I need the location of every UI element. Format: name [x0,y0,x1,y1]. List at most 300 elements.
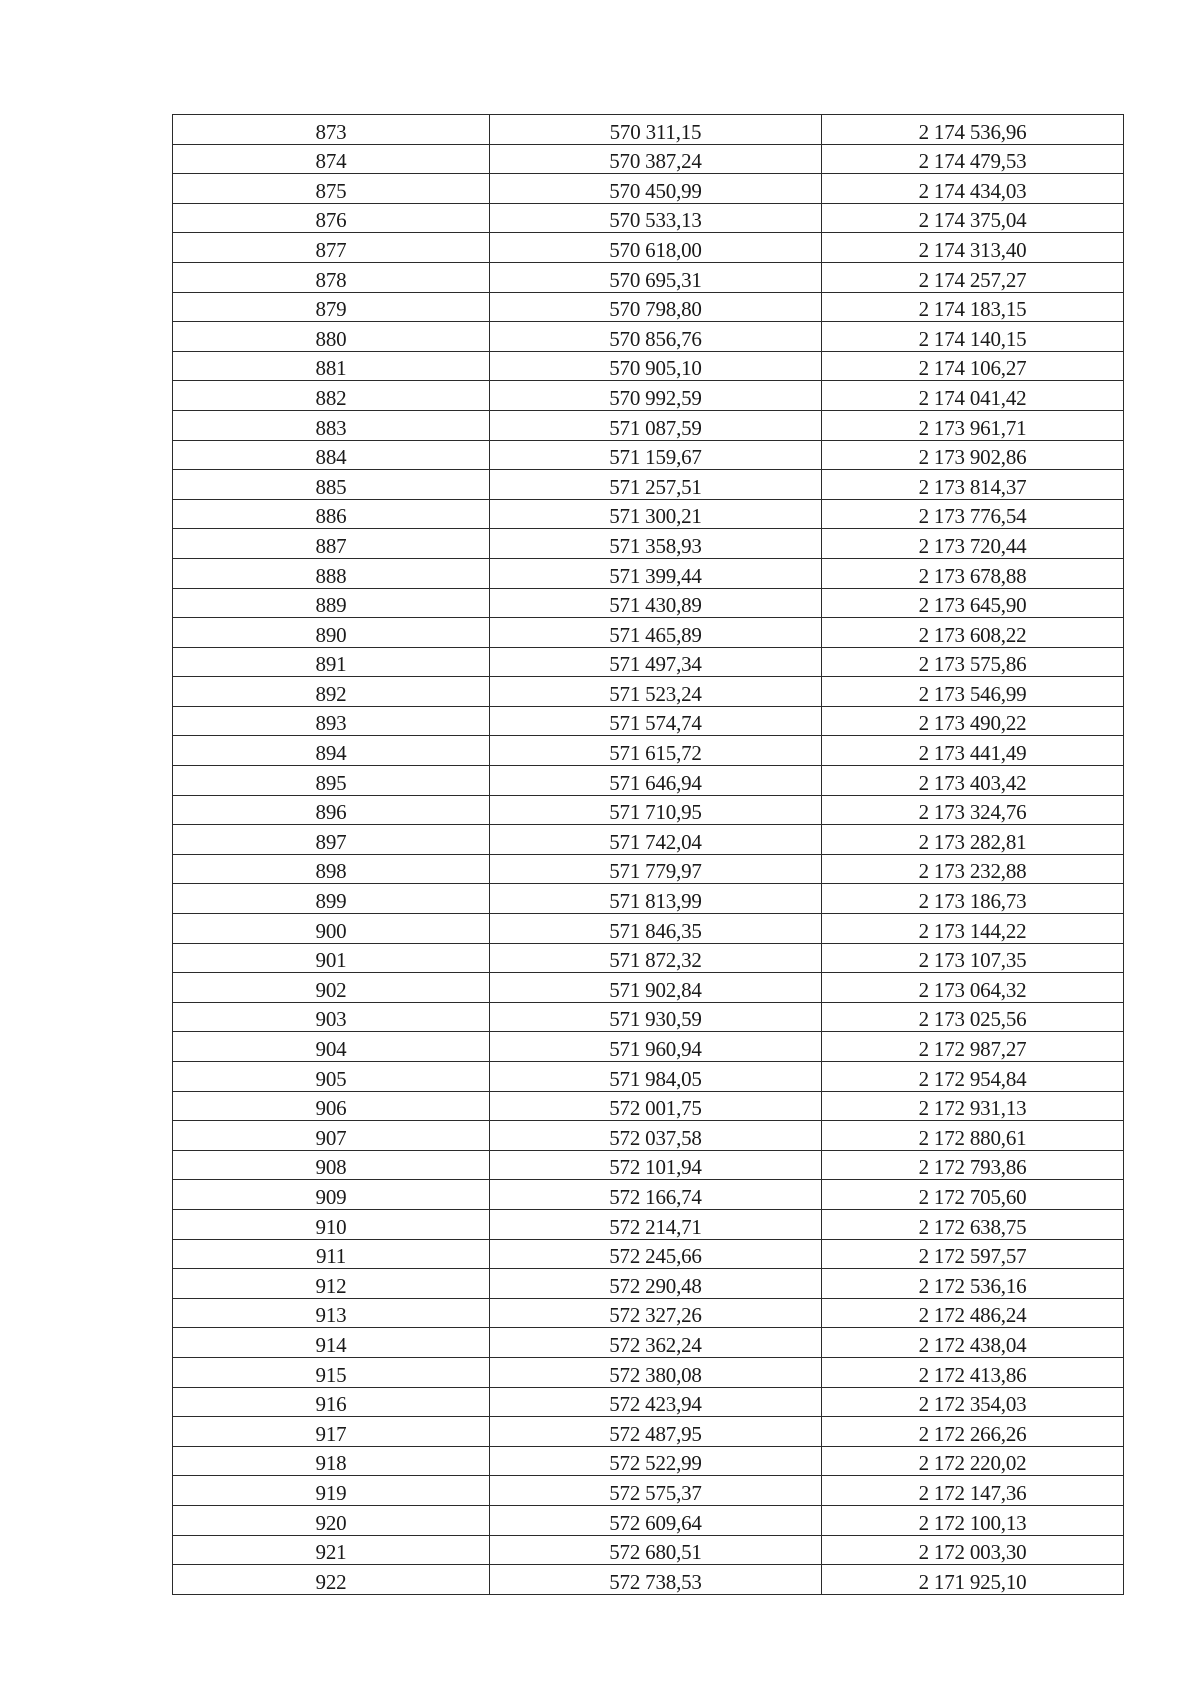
x-coordinate-cell [490,1476,822,1506]
y-coordinate-cell-text: 2 173 064,32 [918,977,1027,1002]
y-coordinate-cell-text: 2 172 705,60 [918,1184,1027,1209]
y-coordinate-cell [822,381,1124,411]
point-number-cell [173,1387,490,1417]
point-number-cell [173,1357,490,1387]
table-row [173,1121,1124,1151]
y-coordinate-cell [822,410,1124,440]
x-coordinate-cell [490,825,822,855]
point-number-cell-text: 905 [315,1066,347,1091]
point-number-cell-text: 921 [315,1540,347,1565]
point-number-cell-text: 896 [315,800,347,825]
point-number-cell [173,1446,490,1476]
x-coordinate-cell [490,706,822,736]
y-coordinate-cell [822,558,1124,588]
x-coordinate-cell-text: 571 257,51 [609,474,702,499]
x-coordinate-cell [490,322,822,352]
point-number-cell-text: 881 [315,356,347,381]
table-row [173,1328,1124,1358]
point-number-cell-text: 892 [315,681,347,706]
y-coordinate-cell-text: 2 174 106,27 [918,356,1027,381]
y-coordinate-cell-text: 2 174 140,15 [918,326,1027,351]
table-row [173,410,1124,440]
x-coordinate-cell [490,795,822,825]
x-coordinate-cell-text: 571 742,04 [609,829,702,854]
x-coordinate-cell-text: 570 905,10 [609,356,702,381]
table-row [173,1505,1124,1535]
point-number-cell [173,1535,490,1565]
y-coordinate-cell [822,1505,1124,1535]
x-coordinate-cell [490,1002,822,1032]
x-coordinate-cell-text: 571 813,99 [609,889,702,914]
y-coordinate-cell [822,1328,1124,1358]
x-coordinate-cell-text: 570 856,76 [609,326,702,351]
x-coordinate-cell [490,736,822,766]
table-row [173,115,1124,145]
y-coordinate-cell [822,825,1124,855]
y-coordinate-cell [822,470,1124,500]
x-coordinate-cell [490,470,822,500]
x-coordinate-cell [490,1535,822,1565]
x-coordinate-cell-text: 572 245,66 [609,1244,702,1269]
x-coordinate-cell [490,558,822,588]
x-coordinate-cell [490,174,822,204]
y-coordinate-cell-text: 2 173 575,86 [918,652,1027,677]
x-coordinate-cell-text: 571 930,59 [609,1007,702,1032]
point-number-cell-text: 907 [315,1125,347,1150]
point-number-cell [173,1298,490,1328]
x-coordinate-cell-text: 572 738,53 [609,1569,702,1594]
table-row [173,1298,1124,1328]
point-number-cell-text: 877 [315,237,347,262]
point-number-cell [173,1269,490,1299]
point-number-cell-text: 904 [315,1037,347,1061]
point-number-cell [173,322,490,352]
point-number-cell-text: 883 [315,415,347,440]
point-number-cell [173,706,490,736]
table-row [173,1476,1124,1506]
point-number-cell-text: 894 [315,741,347,766]
x-coordinate-cell [490,351,822,381]
y-coordinate-cell [822,1417,1124,1447]
y-coordinate-cell [822,1476,1124,1506]
point-number-cell [173,1328,490,1358]
y-coordinate-cell-text: 2 173 490,22 [918,711,1027,736]
x-coordinate-cell [490,1387,822,1417]
point-number-cell-text: 914 [315,1332,347,1357]
table-row [173,1357,1124,1387]
x-coordinate-cell [490,529,822,559]
x-coordinate-cell [490,1062,822,1092]
point-number-cell [173,973,490,1003]
x-coordinate-cell-text: 571 779,97 [609,859,702,884]
y-coordinate-cell [822,1180,1124,1210]
y-coordinate-cell-text: 2 172 100,13 [918,1510,1027,1535]
point-number-cell [173,795,490,825]
y-coordinate-cell-text: 2 173 282,81 [918,829,1027,854]
x-coordinate-cell-text: 571 523,24 [609,681,702,706]
point-number-cell-text: 888 [315,563,347,588]
point-number-cell [173,1002,490,1032]
x-coordinate-cell [490,381,822,411]
x-coordinate-cell-text: 572 575,37 [609,1480,702,1505]
y-coordinate-cell [822,795,1124,825]
y-coordinate-cell [822,1239,1124,1269]
y-coordinate-cell-text: 2 172 931,13 [918,1096,1027,1121]
y-coordinate-cell-text: 2 174 041,42 [918,385,1027,410]
point-number-cell-text: 878 [315,267,347,292]
point-number-cell [173,174,490,204]
y-coordinate-cell-text: 2 173 678,88 [918,563,1027,588]
x-coordinate-cell [490,292,822,322]
table-row [173,1002,1124,1032]
x-coordinate-cell [490,943,822,973]
y-coordinate-cell-text: 2 173 961,71 [918,415,1027,440]
x-coordinate-cell-text: 570 533,13 [609,208,702,233]
x-coordinate-cell-text: 571 872,32 [609,948,702,973]
y-coordinate-cell [822,914,1124,944]
table-row [173,1180,1124,1210]
x-coordinate-cell [490,1298,822,1328]
y-coordinate-cell [822,1446,1124,1476]
table-row [173,1209,1124,1239]
point-number-cell [173,647,490,677]
x-coordinate-cell-text: 571 984,05 [609,1066,702,1091]
x-coordinate-cell [490,1269,822,1299]
x-coordinate-cell-text: 571 430,89 [609,593,702,618]
table-row [173,973,1124,1003]
table-row [173,884,1124,914]
x-coordinate-cell-text: 572 037,58 [609,1125,702,1150]
point-number-cell-text: 906 [315,1096,347,1121]
point-number-cell [173,144,490,174]
table-row [173,766,1124,796]
point-number-cell [173,292,490,322]
point-number-cell-text: 909 [315,1184,347,1209]
x-coordinate-cell-text: 572 001,75 [609,1096,702,1121]
y-coordinate-cell-text: 2 173 546,99 [918,681,1027,706]
y-coordinate-cell-text: 2 172 880,61 [918,1125,1027,1150]
y-coordinate-cell [822,440,1124,470]
y-coordinate-cell [822,1062,1124,1092]
x-coordinate-cell [490,1121,822,1151]
y-coordinate-cell [822,1357,1124,1387]
table-row [173,736,1124,766]
point-number-cell [173,766,490,796]
point-number-cell-text: 875 [315,178,347,203]
y-coordinate-cell-text: 2 173 902,86 [918,445,1027,470]
point-number-cell-text: 908 [315,1155,347,1180]
point-number-cell [173,499,490,529]
y-coordinate-cell-text: 2 174 313,40 [918,237,1027,262]
y-coordinate-cell [822,233,1124,263]
x-coordinate-cell-text: 571 497,34 [609,652,702,677]
y-coordinate-cell [822,1269,1124,1299]
y-coordinate-cell [822,322,1124,352]
x-coordinate-cell-text: 571 300,21 [609,504,702,529]
x-coordinate-cell-text: 572 166,74 [609,1184,702,1209]
point-number-cell [173,1180,490,1210]
table-row [173,558,1124,588]
y-coordinate-cell [822,618,1124,648]
y-coordinate-cell-text: 2 173 144,22 [918,918,1027,943]
x-coordinate-cell [490,1239,822,1269]
y-coordinate-cell-text: 2 172 413,86 [918,1362,1027,1387]
x-coordinate-cell-text: 572 487,95 [609,1421,702,1446]
x-coordinate-cell-text: 571 574,74 [609,711,702,736]
y-coordinate-cell-text: 2 172 438,04 [918,1332,1027,1357]
x-coordinate-cell-text: 571 646,94 [609,770,702,795]
x-coordinate-cell-text: 570 387,24 [609,149,702,174]
point-number-cell [173,115,490,145]
y-coordinate-cell-text: 2 174 257,27 [918,267,1027,292]
x-coordinate-cell-text: 570 798,80 [609,297,702,322]
y-coordinate-cell-text: 2 173 232,88 [918,859,1027,884]
point-number-cell [173,1505,490,1535]
y-coordinate-cell-text: 2 173 107,35 [918,948,1027,973]
x-coordinate-cell [490,677,822,707]
y-coordinate-cell-text: 2 172 354,03 [918,1392,1027,1417]
x-coordinate-cell [490,499,822,529]
y-coordinate-cell [822,292,1124,322]
y-coordinate-cell [822,706,1124,736]
x-coordinate-cell-text: 572 380,08 [609,1362,702,1387]
point-number-cell-text: 900 [315,918,347,943]
point-number-cell [173,440,490,470]
y-coordinate-cell [822,1150,1124,1180]
y-coordinate-cell [822,1121,1124,1151]
x-coordinate-cell [490,410,822,440]
point-number-cell-text: 885 [315,474,347,499]
x-coordinate-cell-text: 570 450,99 [609,178,702,203]
y-coordinate-cell [822,677,1124,707]
y-coordinate-cell [822,1298,1124,1328]
y-coordinate-cell [822,499,1124,529]
y-coordinate-cell-text: 2 171 925,10 [918,1569,1027,1594]
point-number-cell-text: 920 [315,1510,347,1535]
x-coordinate-cell [490,618,822,648]
y-coordinate-cell-text: 2 174 434,03 [918,178,1027,203]
x-coordinate-cell-text: 572 609,64 [609,1510,702,1535]
point-number-cell [173,1239,490,1269]
y-coordinate-cell [822,351,1124,381]
y-coordinate-cell [822,115,1124,145]
table-row [173,1150,1124,1180]
point-number-cell-text: 873 [315,119,347,144]
x-coordinate-cell-text: 570 695,31 [609,267,702,292]
point-number-cell [173,529,490,559]
x-coordinate-cell-text: 571 710,95 [609,800,702,825]
y-coordinate-cell [822,647,1124,677]
table-row [173,1032,1124,1062]
table-row [173,233,1124,263]
y-coordinate-cell-text: 2 173 645,90 [918,593,1027,618]
x-coordinate-cell-text: 571 960,94 [609,1037,702,1061]
x-coordinate-cell [490,1417,822,1447]
y-coordinate-cell-text: 2 172 793,86 [918,1155,1027,1180]
y-coordinate-cell-text: 2 173 720,44 [918,533,1027,558]
y-coordinate-cell [822,854,1124,884]
x-coordinate-cell [490,1180,822,1210]
table-row [173,351,1124,381]
table-row [173,825,1124,855]
point-number-cell-text: 874 [315,149,347,174]
y-coordinate-cell-text: 2 172 597,57 [918,1244,1027,1269]
point-number-cell [173,854,490,884]
point-number-cell-text: 922 [315,1569,347,1594]
x-coordinate-cell-text: 572 680,51 [609,1540,702,1565]
table-row [173,470,1124,500]
point-number-cell-text: 895 [315,770,347,795]
x-coordinate-cell [490,1032,822,1062]
x-coordinate-cell-text: 571 159,67 [609,445,702,470]
point-number-cell-text: 915 [315,1362,347,1387]
point-number-cell [173,233,490,263]
table-row [173,647,1124,677]
table-row [173,1565,1124,1595]
table-row [173,1446,1124,1476]
y-coordinate-cell-text: 2 173 814,37 [918,474,1027,499]
x-coordinate-cell-text: 572 522,99 [609,1451,702,1476]
x-coordinate-cell [490,1091,822,1121]
x-coordinate-cell-text: 572 423,94 [609,1392,702,1417]
table-row [173,499,1124,529]
y-coordinate-cell [822,1387,1124,1417]
x-coordinate-cell [490,1357,822,1387]
table-row [173,1239,1124,1269]
table-row [173,706,1124,736]
x-coordinate-cell [490,233,822,263]
point-number-cell-text: 903 [315,1007,347,1032]
y-coordinate-cell-text: 2 172 147,36 [918,1480,1027,1505]
y-coordinate-cell [822,144,1124,174]
point-number-cell-text: 899 [315,889,347,914]
y-coordinate-cell-text: 2 173 403,42 [918,770,1027,795]
point-number-cell-text: 916 [315,1392,347,1417]
x-coordinate-cell-text: 572 290,48 [609,1273,702,1298]
point-number-cell-text: 912 [315,1273,347,1298]
x-coordinate-cell-text: 570 618,00 [609,237,702,262]
y-coordinate-cell-text: 2 173 608,22 [918,622,1027,647]
x-coordinate-cell-text: 571 087,59 [609,415,702,440]
y-coordinate-cell-text: 2 173 776,54 [918,504,1027,529]
point-number-cell [173,1150,490,1180]
x-coordinate-cell [490,440,822,470]
y-coordinate-cell-text: 2 172 220,02 [918,1451,1027,1476]
x-coordinate-cell-text: 571 465,89 [609,622,702,647]
x-coordinate-cell [490,588,822,618]
x-coordinate-cell [490,1446,822,1476]
point-number-cell [173,1091,490,1121]
x-coordinate-cell [490,884,822,914]
table-row [173,440,1124,470]
point-number-cell-text: 901 [315,948,347,973]
y-coordinate-cell-text: 2 173 025,56 [918,1007,1027,1032]
table-row [173,1387,1124,1417]
x-coordinate-cell [490,1328,822,1358]
point-number-cell [173,1121,490,1151]
x-coordinate-cell-text: 571 399,44 [609,563,702,588]
table-row [173,588,1124,618]
table-row [173,1269,1124,1299]
x-coordinate-cell-text: 570 992,59 [609,385,702,410]
x-coordinate-cell [490,1150,822,1180]
table-row [173,292,1124,322]
point-number-cell-text: 902 [315,977,347,1002]
point-number-cell [173,588,490,618]
y-coordinate-cell [822,1535,1124,1565]
point-number-cell [173,1565,490,1595]
y-coordinate-cell-text: 2 172 486,24 [918,1303,1027,1328]
table-row [173,529,1124,559]
y-coordinate-cell [822,1032,1124,1062]
x-coordinate-cell [490,115,822,145]
point-number-cell [173,1062,490,1092]
x-coordinate-cell [490,766,822,796]
point-number-cell [173,736,490,766]
x-coordinate-cell-text: 571 846,35 [609,918,702,943]
point-number-cell [173,1032,490,1062]
table-row [173,943,1124,973]
point-number-cell [173,381,490,411]
point-number-cell-text: 876 [315,208,347,233]
table-row [173,381,1124,411]
point-number-cell-text: 913 [315,1303,347,1328]
point-number-cell [173,884,490,914]
y-coordinate-cell-text: 2 174 375,04 [918,208,1027,233]
y-coordinate-cell-text: 2 174 536,96 [918,119,1027,144]
x-coordinate-cell [490,973,822,1003]
point-number-cell-text: 911 [315,1244,347,1269]
y-coordinate-cell [822,943,1124,973]
y-coordinate-cell [822,973,1124,1003]
y-coordinate-cell [822,766,1124,796]
point-number-cell-text: 897 [315,829,347,854]
point-number-cell [173,558,490,588]
point-number-cell [173,262,490,292]
y-coordinate-cell-text: 2 173 324,76 [918,800,1027,825]
x-coordinate-cell-text: 571 615,72 [609,741,702,766]
point-number-cell [173,203,490,233]
y-coordinate-cell-text: 2 172 003,30 [918,1540,1027,1565]
table-row [173,618,1124,648]
point-number-cell [173,1417,490,1447]
table-row [173,854,1124,884]
point-number-cell-text: 910 [315,1214,347,1239]
x-coordinate-cell-text: 571 902,84 [609,977,702,1002]
table-row [173,322,1124,352]
y-coordinate-cell [822,1002,1124,1032]
y-coordinate-cell [822,736,1124,766]
y-coordinate-cell-text: 2 174 479,53 [918,149,1027,174]
point-number-cell-text: 891 [315,652,347,677]
y-coordinate-cell-text: 2 172 266,26 [918,1421,1027,1446]
x-coordinate-cell [490,854,822,884]
table-row [173,1091,1124,1121]
point-number-cell [173,470,490,500]
point-number-cell-text: 889 [315,593,347,618]
y-coordinate-cell-text: 2 173 441,49 [918,741,1027,766]
point-number-cell [173,677,490,707]
x-coordinate-cell-text: 572 362,24 [609,1332,702,1357]
point-number-cell [173,1209,490,1239]
x-coordinate-cell [490,1565,822,1595]
x-coordinate-cell [490,144,822,174]
x-coordinate-cell [490,914,822,944]
table-row [173,914,1124,944]
point-number-cell-text: 898 [315,859,347,884]
point-number-cell-text: 893 [315,711,347,736]
y-coordinate-cell-text: 2 172 987,27 [918,1037,1027,1061]
